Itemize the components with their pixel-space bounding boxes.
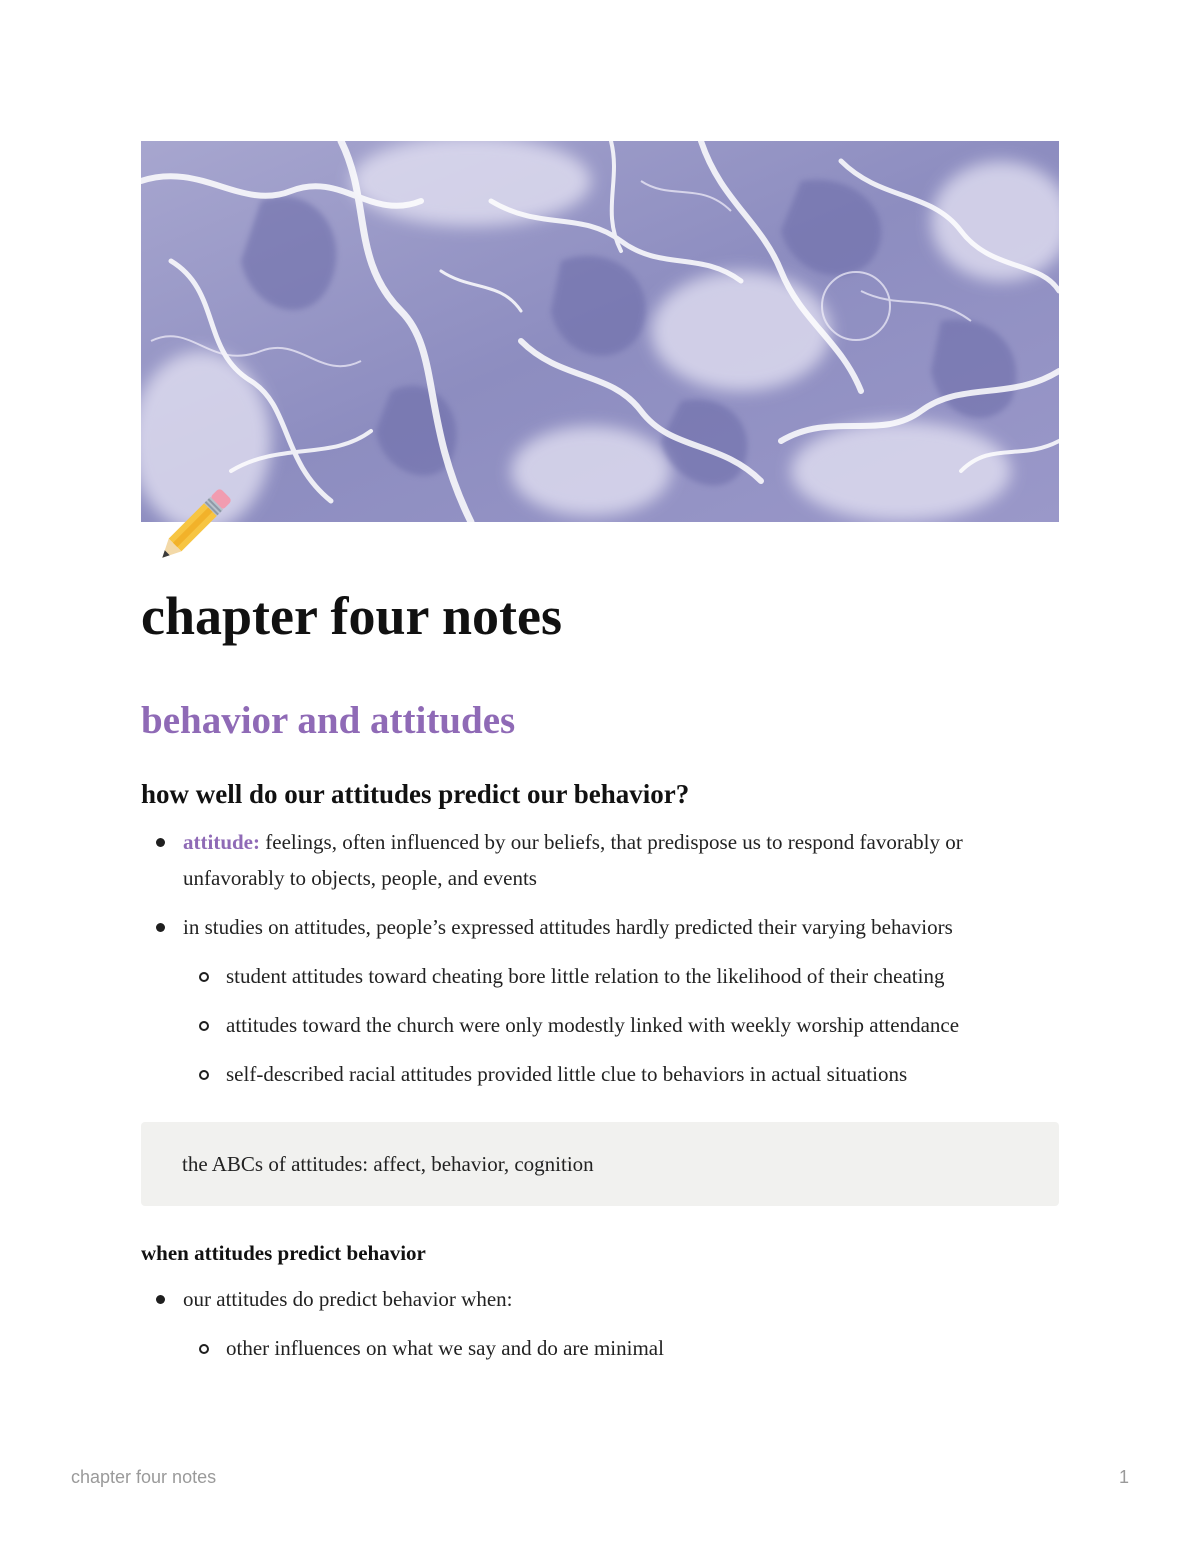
sub-list-item bbox=[141, 958, 1059, 994]
pencil-icon bbox=[146, 482, 238, 574]
footer-document-title: chapter four notes bbox=[71, 1467, 217, 1487]
term-label: attitude: bbox=[183, 830, 260, 854]
list-item bbox=[141, 909, 1059, 945]
subheading-attitudes-predict-behavior: how well do our attitudes predict our behavior? bbox=[141, 779, 690, 809]
list-item bbox=[141, 1281, 1059, 1317]
sub-list-item-text: self-described racial attitudes provided little clue to behaviors in actual situations bbox=[226, 1062, 908, 1086]
cover-image bbox=[141, 141, 1059, 522]
sub-list-item bbox=[141, 1007, 1059, 1043]
list-item bbox=[141, 824, 1059, 896]
callout-block bbox=[141, 1122, 1059, 1206]
heading-behavior-and-attitudes: behavior and attitudes bbox=[141, 699, 516, 742]
sub-list-item bbox=[141, 1330, 1059, 1366]
callout-text: the ABCs of attitudes: affect, behavior, cognition bbox=[182, 1152, 594, 1176]
list-item-text: our attitudes do predict behavior when: bbox=[183, 1287, 513, 1311]
sub-list-item-text: attitudes toward the church were only modestly linked with weekly worship attendance bbox=[226, 1013, 960, 1037]
term-definition: feelings, often influenced by our beliefs, that predispose us to respond favorably or unfavorably to objects, people, and events bbox=[183, 830, 963, 890]
sub-list-item-text: other influences on what we say and do are minimal bbox=[226, 1336, 664, 1360]
bullet-list bbox=[141, 1281, 1059, 1366]
heading-when-attitudes-predict: when attitudes predict behavior bbox=[141, 1241, 426, 1265]
water-ripples-image bbox=[141, 141, 1059, 522]
list-item-text: in studies on attitudes, people’s expressed attitudes hardly predicted their varying behaviors bbox=[183, 915, 953, 939]
page-content bbox=[141, 580, 1059, 1366]
bullet-list bbox=[141, 824, 1059, 1092]
sub-list-item bbox=[141, 1056, 1059, 1092]
footer-page-number: 1 bbox=[1118, 1467, 1129, 1487]
sub-list-item-text: student attitudes toward cheating bore little relation to the likelihood of their cheating bbox=[226, 964, 945, 988]
page-title: chapter four notes bbox=[141, 586, 562, 646]
